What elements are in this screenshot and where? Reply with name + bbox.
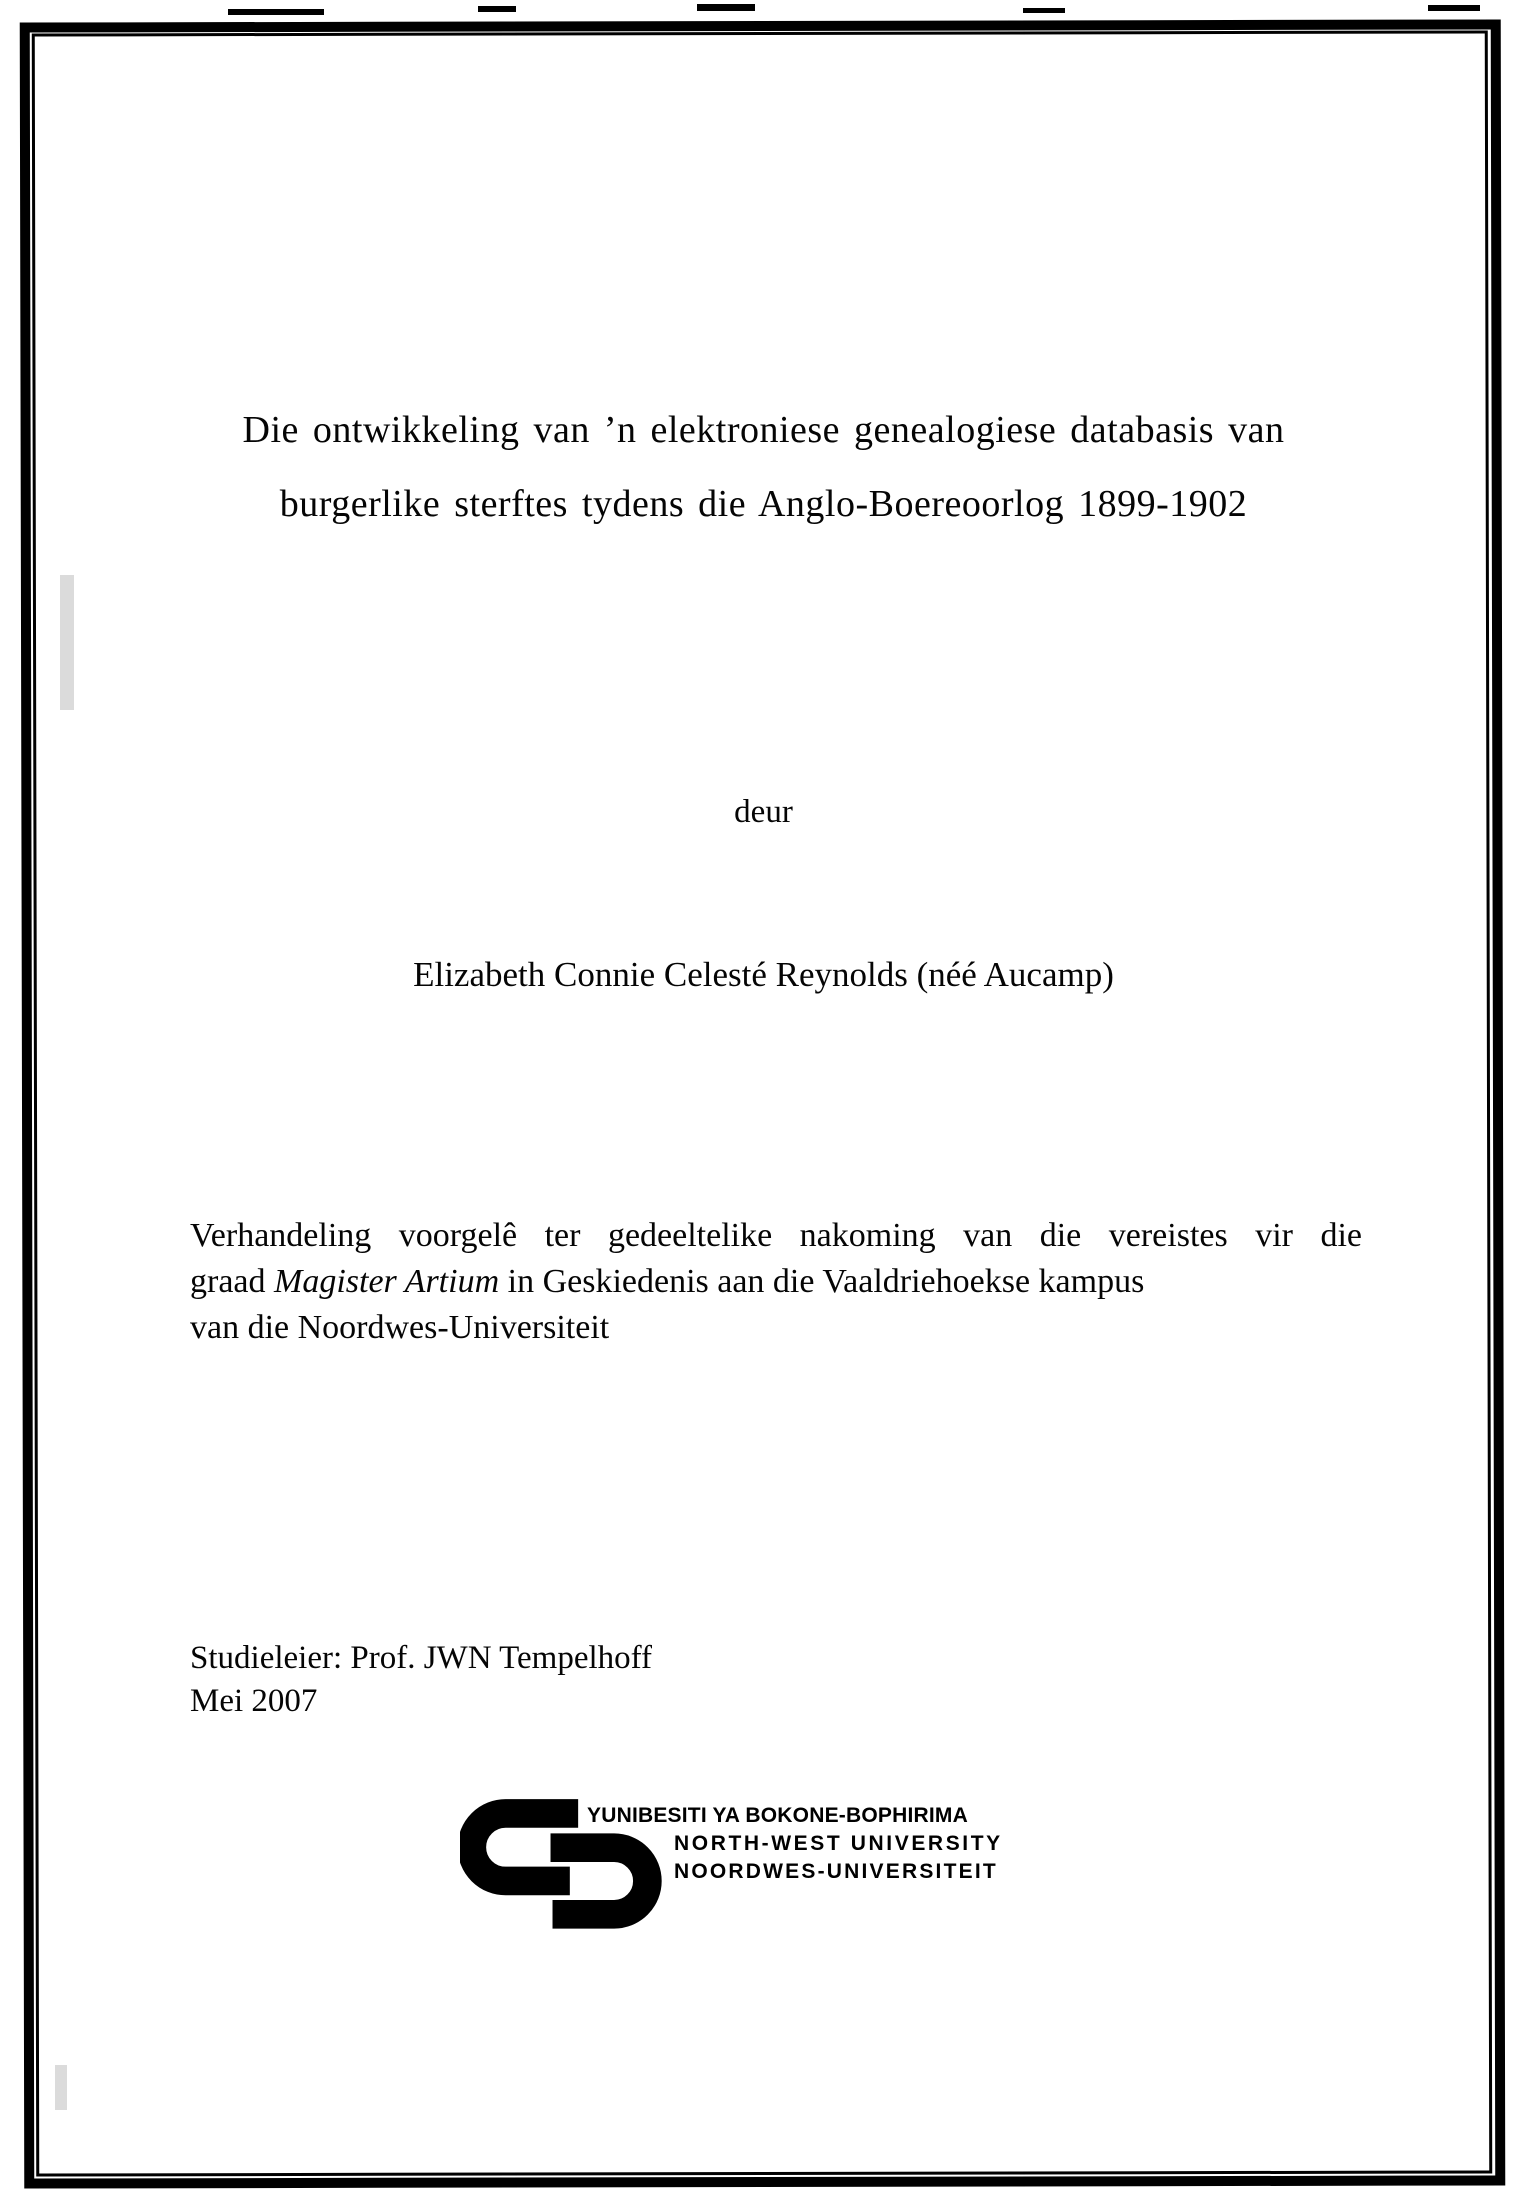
date-line: Mei 2007: [190, 1683, 318, 1719]
scan-artifact: [228, 9, 324, 15]
thesis-title: [0, 393, 1527, 541]
degree-name-italic: Magister Artium: [274, 1263, 500, 1300]
supervisor-block: [190, 1637, 652, 1723]
author-name: Elizabeth Connie Celesté Reynolds (néé Aucamp): [413, 955, 1114, 994]
thesis-title-line1: Die ontwikkeling van ’n elektroniese genealogiese databasis van: [242, 409, 1285, 451]
degree-statement: [190, 1213, 1362, 1351]
logo-text-setswana: YUNIBESITI YA BOKONE-BOPHIRIMA: [587, 1804, 968, 1827]
scan-artifact: [697, 4, 755, 11]
logo-text-english: NORTH-WEST UNIVERSITY: [674, 1832, 1003, 1855]
university-logo: [460, 1795, 1080, 1955]
scan-artifact: [1023, 8, 1065, 13]
degree-statement-line2-suffix: in Geskiedenis aan die Vaaldriehoekse kampus: [499, 1263, 1145, 1300]
degree-statement-line2: [190, 1259, 1362, 1305]
degree-statement-line1: Verhandeling voorgelê ter gedeeltelike nakoming van die vereistes vir die: [190, 1217, 1362, 1254]
scan-artifact: [478, 6, 516, 12]
logo-text-afrikaans: NOORDWES-UNIVERSITEIT: [674, 1860, 998, 1883]
degree-statement-line2-prefix: graad: [190, 1263, 275, 1300]
degree-statement-line3: van die Noordwes-Universiteit: [190, 1309, 610, 1346]
thesis-title-line2: burgerlike sterftes tydens die Anglo-Boereoorlog 1899-1902: [279, 483, 1248, 525]
scan-artifact: [1428, 5, 1480, 11]
supervisor-line: Studieleier: Prof. JWN Tempelhoff: [190, 1640, 653, 1676]
byline-label: deur: [734, 794, 793, 830]
